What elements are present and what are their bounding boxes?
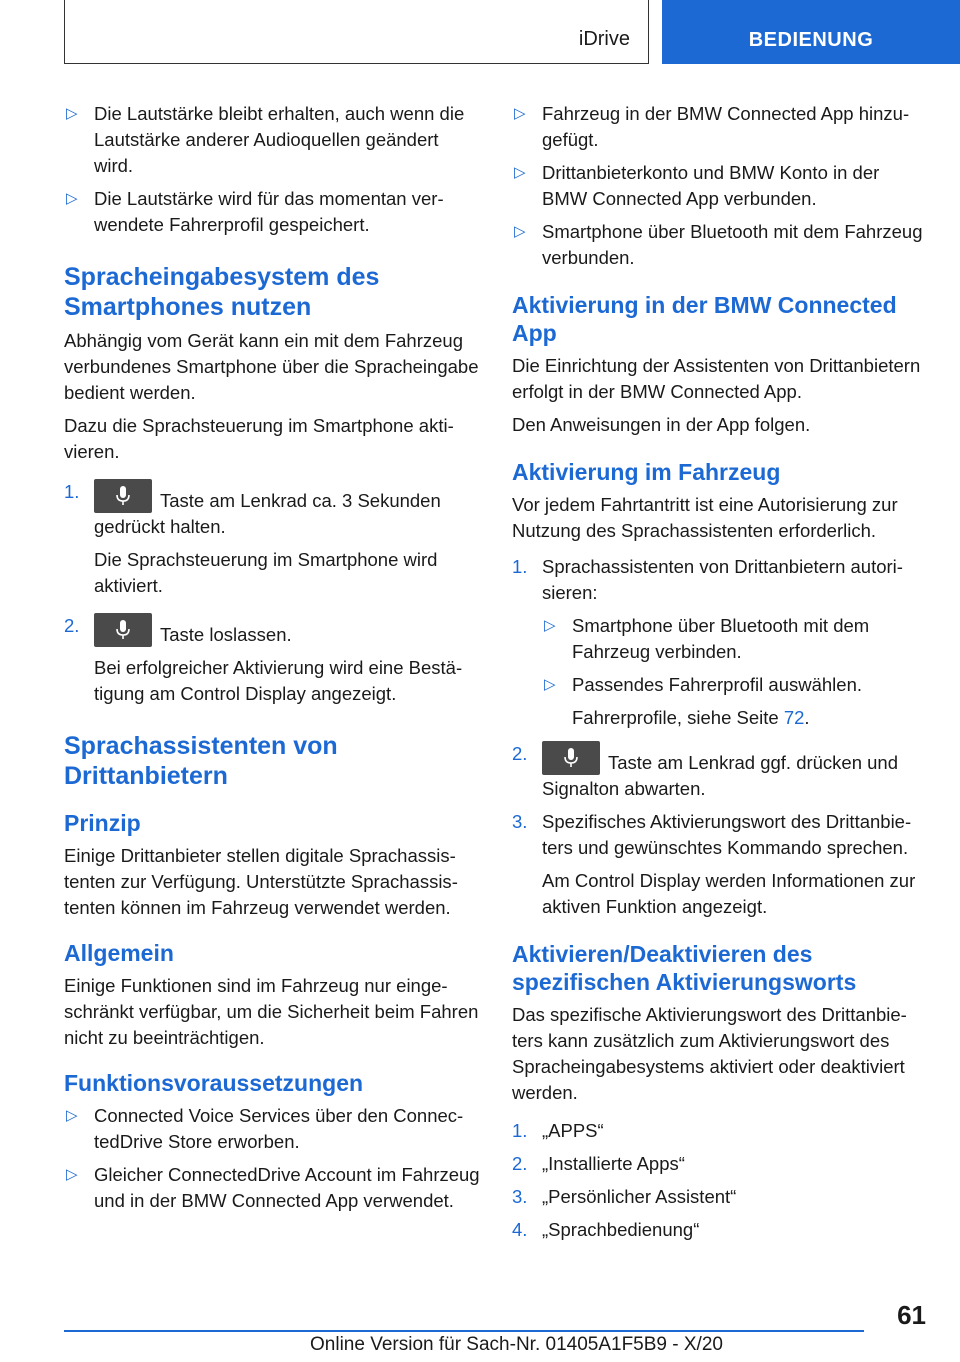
step-text: Spezifisches Aktivierungswort des Drittanbieters und gewünschtes Kommando sprechen. xyxy=(542,811,912,858)
list-item: ▷ Gleicher ConnectedDrive Account im Fahrzeug und in der BMW Connected App verwendet. xyxy=(64,1162,480,1214)
paragraph: Einige Funktionen sind im Fahrzeug nur eingeschränkt verfügbar, um die Sicherheit beim Fahren nicht zu beeinträchtigen. xyxy=(64,975,479,1048)
paragraph: Abhängig vom Gerät kann ein mit dem Fahrzeug verbundenes Smartphone über die Spracheingabe bedient werden. xyxy=(64,330,479,403)
right-column xyxy=(512,101,928,1250)
header-frame xyxy=(64,0,649,64)
menu-path-item: 4. „Sprachbedienung“ xyxy=(512,1219,700,1240)
step-text: Sprachassistenten von Drittanbietern autorisieren: xyxy=(542,556,903,603)
step-result: Am Control Display werden Informationen zur aktiven Funktion angezeigt. xyxy=(542,870,916,917)
paragraph: Dazu die Sprachsteuerung im Smartphone aktivieren. xyxy=(64,415,454,462)
step-item xyxy=(512,809,928,861)
list-item: ▷ Drittanbieterkonto und BMW Konto in der BMW Connected App verbunden. xyxy=(512,160,928,212)
step-item xyxy=(64,479,480,540)
left-column xyxy=(64,101,480,1221)
microphone-icon xyxy=(542,741,600,775)
heading-funktionsvoraussetzungen: Funktionsvoraussetzungen xyxy=(64,1070,364,1096)
heading-allgemein: Allgemein xyxy=(64,940,174,966)
list-item: ▷ Fahrzeug in der BMW Connected App hinzugefügt. xyxy=(512,101,928,153)
step-text: Taste am Lenkrad ca. 3 Sekunden gedrückt halten. xyxy=(94,490,441,537)
step-number: 2. xyxy=(64,615,80,636)
page-link[interactable]: 72 xyxy=(783,707,805,728)
step-result: Bei erfolgreicher Aktivierung wird eine Bestätigung am Control Display angezeigt. xyxy=(94,657,463,704)
page-reference: Fahrerprofile, siehe Seite 72. xyxy=(572,707,810,728)
menu-path-item: 2. „Installierte Apps“ xyxy=(512,1153,685,1174)
heading-prinzip: Prinzip xyxy=(64,810,141,836)
step-number: 3. xyxy=(512,811,528,832)
microphone-icon xyxy=(94,479,152,513)
step-number: 1. xyxy=(64,481,80,502)
list-item: ▷ Smartphone über Bluetooth mit dem Fahrzeug verbunden. xyxy=(512,219,928,271)
heading-drittanbieter: Sprachassistenten von Drittanbietern xyxy=(64,732,338,790)
heading-aktivieren-deaktivieren: Aktivieren/Deaktivieren des spezifischen Aktivierungsworts xyxy=(512,941,857,995)
step-item xyxy=(512,741,928,802)
step-number: 1. xyxy=(512,556,528,577)
menu-path-item: 1. „APPS“ xyxy=(512,1120,604,1141)
section-title: iDrive xyxy=(578,28,630,50)
list-item: ▷ Die Lautstärke wird für das momentan verwendete Fahrerprofil gespeichert. xyxy=(64,186,480,238)
footer-text: Online Version für Sach-Nr. 01405A1F5B9 - X/20 xyxy=(310,1334,723,1355)
step-result: Die Sprachsteuerung im Smartphone wird aktiviert. xyxy=(94,549,438,596)
step-text: Taste loslassen. xyxy=(160,624,292,645)
microphone-icon xyxy=(94,613,152,647)
chapter-tab: BEDIENUNG xyxy=(662,0,960,64)
menu-path-item: 3. „Persönlicher Assistent“ xyxy=(512,1186,737,1207)
step-item xyxy=(512,554,928,606)
footer-divider xyxy=(64,1330,864,1332)
heading-smartphone: Spracheingabesystem des Smartphones nutzen xyxy=(64,263,380,321)
paragraph: Den Anweisungen in der App folgen. xyxy=(512,414,811,435)
list-item: ▷ Connected Voice Services über den ConnectedDrive Store erworben. xyxy=(64,1103,480,1155)
paragraph: Einige Drittanbieter stellen digitale Sprachassistenten zur Verfügung. Unterstützte Sprachassistenten können im Fahrzeug verwendet werden. xyxy=(64,845,458,918)
paragraph: Das spezifische Aktivierungswort des Drittanbieters kann zusätzlich zum Aktivierungswort des Spracheingabesystems aktiviert oder deaktiviert werden. xyxy=(512,1004,907,1103)
list-item: ▷ Die Lautstärke bleibt erhalten, auch wenn die Lautstärke anderer Audioquellen geändert wird. xyxy=(64,101,480,179)
step-item xyxy=(64,613,480,648)
step-text: Taste am Lenkrad ggf. drücken und Signalton abwarten. xyxy=(542,752,899,799)
paragraph: Vor jedem Fahrtantritt ist eine Autorisierung zur Nutzung des Sprachassistenten erforderlich. xyxy=(512,494,898,541)
heading-aktivierung-fahrzeug: Aktivierung im Fahrzeug xyxy=(512,459,781,485)
list-item: ▷ Smartphone über Bluetooth mit dem Fahrzeug verbinden. xyxy=(542,613,928,665)
heading-aktivierung-app: Aktivierung in der BMW Connected App xyxy=(512,292,897,346)
paragraph: Die Einrichtung der Assistenten von Drittanbietern erfolgt in der BMW Connected App. xyxy=(512,355,921,402)
list-item: ▷ Passendes Fahrerprofil auswählen. xyxy=(542,672,928,698)
step-number: 2. xyxy=(512,743,528,764)
page-number: 61 xyxy=(897,1300,926,1330)
